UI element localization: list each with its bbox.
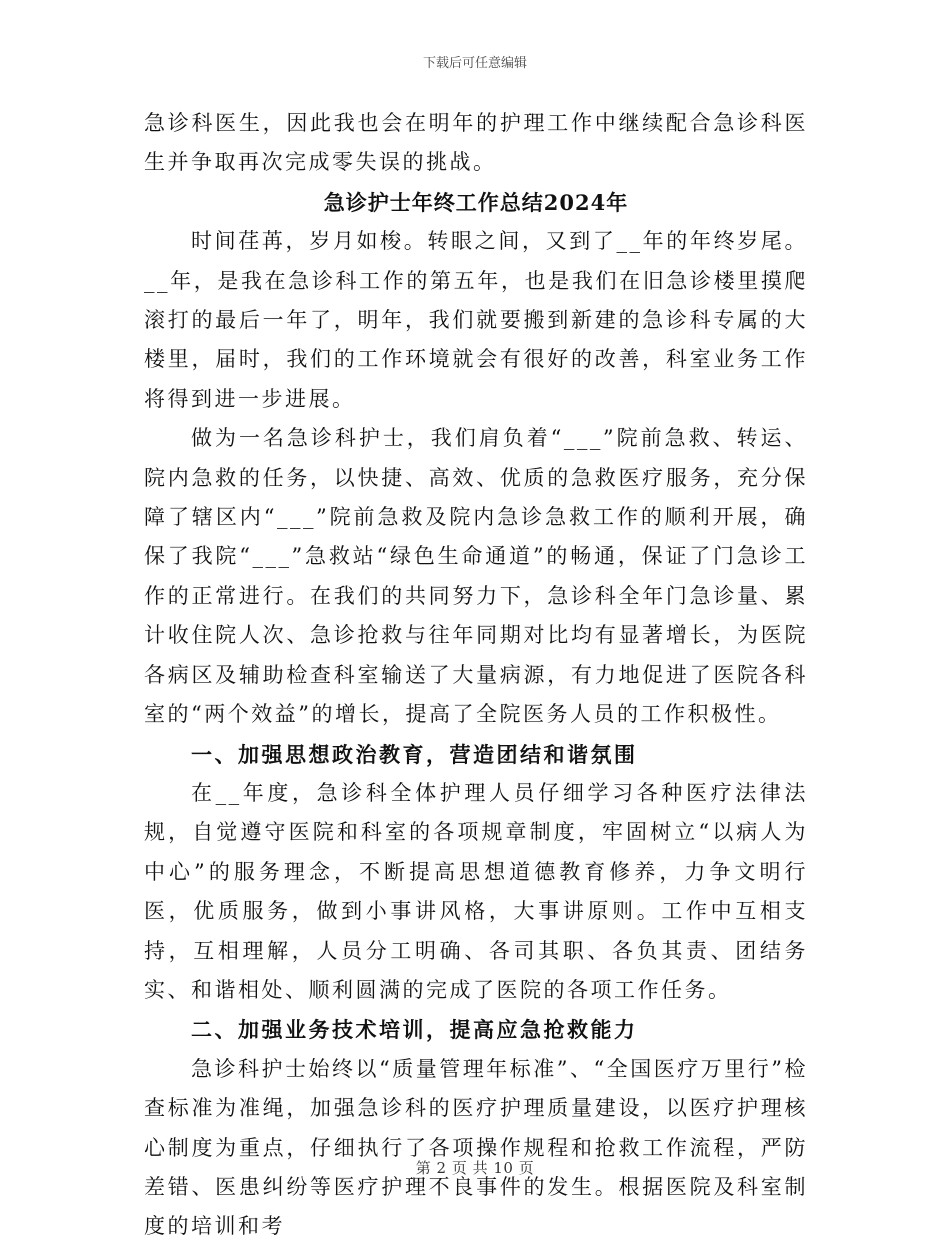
intro-continuation-paragraph: 急诊科医生，因此我也会在明年的护理工作中继续配合急诊科医生并争取再次完成零失误的挑战。 xyxy=(144,111,808,175)
body-paragraph-1: 时间荏苒，岁月如梭。转眼之间，又到了__年的年终岁尾。__年，是我在急诊科工作的第五年，也是我们在旧急诊楼里摸爬滚打的最后一年了，明年，我们就要搬到新建的急诊科专属的大楼里，届时，我们的工作环境就会有很好的改善，科室业务工作将得到进一步进展。 xyxy=(144,229,808,411)
section-1-heading: 一、加强思想政治教育，营造团结和谐氛围 xyxy=(191,741,638,767)
body-paragraph-2: 做为一名急诊科护士，我们肩负着“___”院前急救、转运、院内急救的任务，以快捷、高效、优质的急救医疗服务，充分保障了辖区内“___”院前急救及院内急诊急救工作的顺利开展，确保了我院“___”急救站“绿色生命通道”的畅通，保证了门急诊工作的正常进行。在我们的共同努力下，急诊科全年门急诊量、累计收住院人次、急诊抢救与往年同期对比均有显著增长，为医院各病区及辅助检查科室输送了大量病源，有力地促进了医院各科室的“两个效益”的增长，提高了全院医务人员的工作积极性。 xyxy=(144,426,808,727)
section-1-paragraph: 在__年度，急诊科全体护理人员仔细学习各种医疗法律法规，自觉遵守医院和科室的各项规章制度，牢固树立“以病人为中心”的服务理念，不断提高思想道德教育修养，力争文明行医，优质服务，做到小事讲风格，大事讲原则。工作中互相支持，互相理解，人员分工明确、各司其职、各负其责、团结务实、和谐相处、顺利圆满的完成了医院的各项工作任务。 xyxy=(144,780,808,1002)
page-number-footer: 第 2 页 共 10 页 xyxy=(415,1159,535,1177)
document-title: 急诊护士年终工作总结2024年 xyxy=(323,189,629,215)
document-body xyxy=(144,104,808,1247)
section-2-heading: 二、加强业务技术培训，提高应急抢救能力 xyxy=(191,1017,638,1043)
page-header: 下载后可任意编辑 xyxy=(422,56,527,71)
section-2-paragraph: 急诊科护士始终以“质量管理年标准”、“全国医疗万里行”检查标准为准绳，加强急诊科的医疗护理质量建设，以医疗护理核心制度为重点，仔细执行了各项操作规程和抢救工作流程，严防差错、医患纠纷等医疗护理不良事件的发生。根据医院及科室制度的培训和考 xyxy=(144,1056,808,1239)
